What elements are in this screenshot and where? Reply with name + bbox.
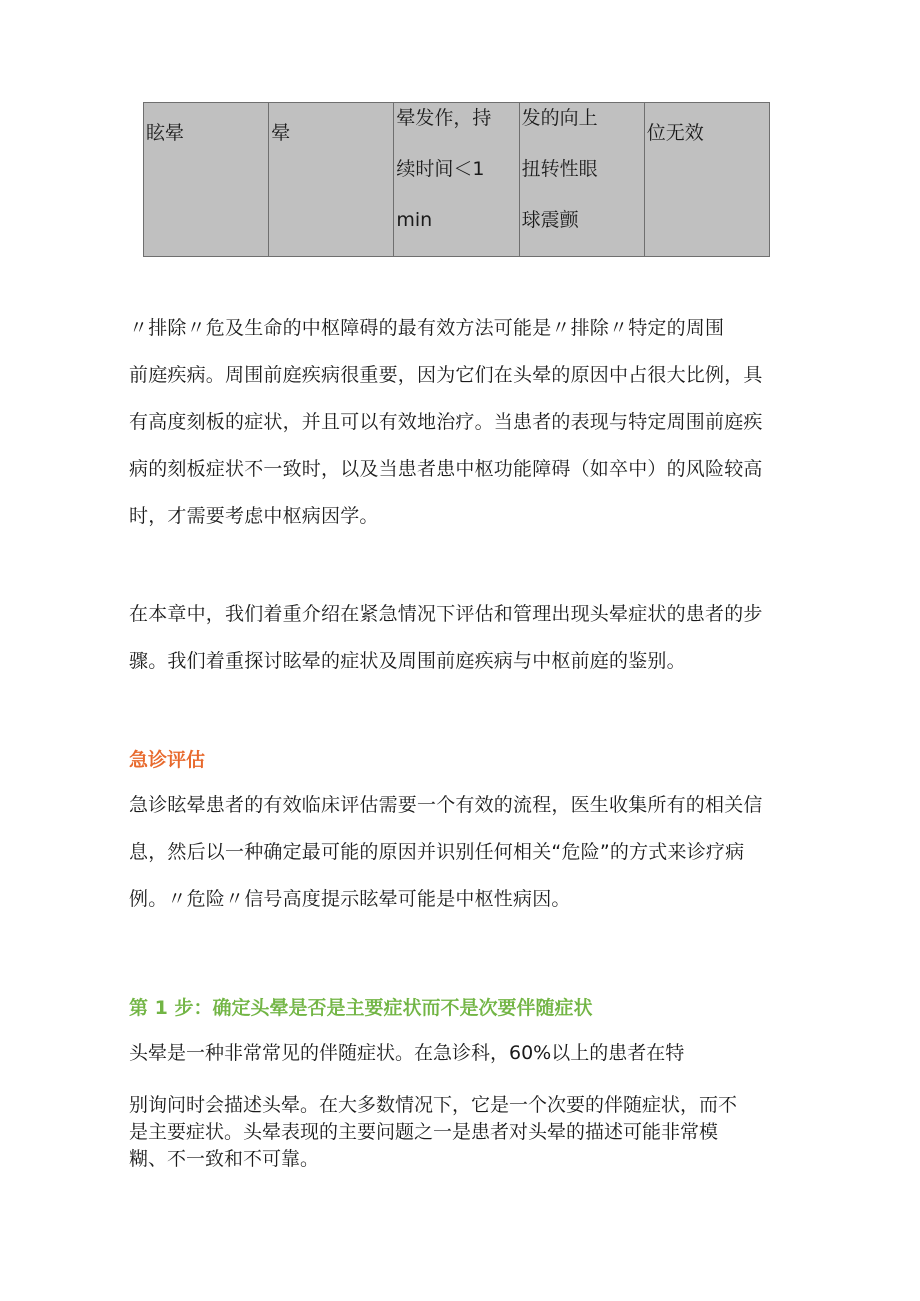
cell-text: 晕 — [271, 122, 291, 144]
table-cell — [519, 103, 644, 257]
cell-text: 眩晕 — [146, 122, 185, 144]
paragraph-line: 前庭疾病。周围前庭疾病很重要，因为它们在头晕的原因中占很大比例，具 — [129, 364, 763, 386]
paragraph-emergency-evaluation — [129, 782, 794, 923]
cell-text: 续时间＜1 — [396, 158, 485, 180]
cell-text: 发的向上 — [521, 107, 598, 129]
paragraph-line: 急诊眩晕患者的有效临床评估需要一个有效的流程，医生收集所有的相关信 — [129, 794, 763, 816]
cell-text: 球震颤 — [521, 209, 579, 231]
table-cell — [144, 103, 269, 257]
cell-text: min — [396, 209, 433, 231]
paragraph-line: 时，才需要考虑中枢病因学。 — [129, 505, 379, 527]
paragraph-line: 有高度刻板的症状，并且可以有效地治疗。当患者的表现与特定周围前庭疾 — [129, 411, 763, 433]
symptom-table — [143, 102, 770, 257]
cell-text: 位无效 — [646, 122, 704, 144]
table-cell — [644, 103, 769, 257]
paragraph-chapter-intro — [129, 591, 794, 685]
paragraph-line: 头晕是一种非常常见的伴随症状。在急诊科，60%以上的患者在特 — [129, 1042, 685, 1064]
section-heading-step-1: 第 1 步：确定头晕是否是主要症状而不是次要伴随症状 — [129, 997, 593, 1019]
table-cell — [394, 103, 519, 257]
table-row — [144, 103, 770, 257]
paragraph-step1-intro — [129, 1040, 794, 1067]
paragraph-line: 别询问时会描述头晕。在大多数情况下，它是一个次要的伴随症状，而不 — [129, 1094, 738, 1116]
cell-text: 晕发作，持 — [396, 107, 492, 129]
paragraph-line: 例。〃危险〃信号高度提示眩晕可能是中枢性病因。 — [129, 888, 571, 910]
paragraph-line: 〃排除〃危及生命的中枢障碍的最有效方法可能是〃排除〃特定的周围 — [129, 317, 725, 339]
paragraph-line: 糊、不一致和不可靠。 — [129, 1148, 320, 1170]
paragraph-line: 骤。我们着重探讨眩晕的症状及周围前庭疾病与中枢前庭的鉴别。 — [129, 650, 686, 672]
paragraph-line: 息，然后以一种确定最可能的原因并识别任何相关“危险”的方式来诊疗病 — [129, 841, 745, 863]
cell-text: 扭转性眼 — [521, 158, 598, 180]
paragraph-line: 在本章中，我们着重介绍在紧急情况下评估和管理出现头晕症状的患者的步 — [129, 603, 763, 625]
paragraph-step1-body — [129, 1092, 794, 1173]
paragraph-line: 是主要症状。头晕表现的主要问题之一是患者对头晕的描述可能非常模 — [129, 1121, 719, 1143]
paragraph-line: 病的刻板症状不一致时，以及当患者患中枢功能障碍（如卒中）的风险较高 — [129, 458, 763, 480]
table-cell — [269, 103, 394, 257]
paragraph-exclusion — [129, 305, 794, 540]
section-heading-emergency-evaluation: 急诊评估 — [129, 749, 206, 771]
